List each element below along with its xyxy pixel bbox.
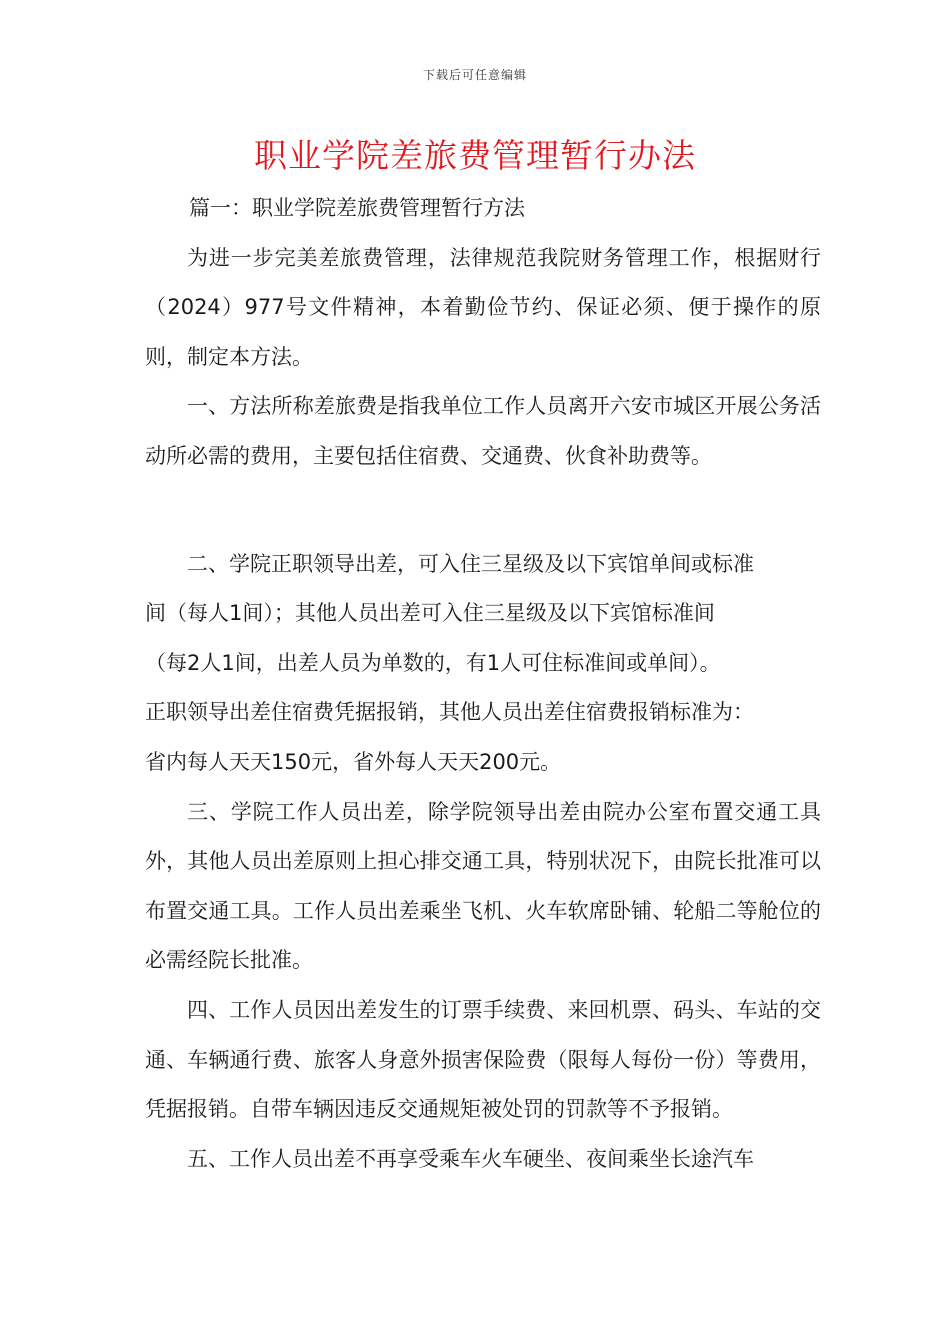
paragraph-section-5: 五、工作人员出差不再享受乘车火车硬坐、夜间乘坐长途汽车 <box>187 1146 754 1171</box>
paragraph-section-1: 一、方法所称差旅费是指我单位工作人员离开六安市城区开展公务活动所必需的费用，主要包括住宿费、交通费、伙食补助费等。 <box>145 394 821 468</box>
paragraph-section-2-line: （每2人1间，出差人员为单数的，有1人可住标准间或单间）。 <box>145 650 721 675</box>
paragraph-section-2-line: 省内每人天天150元，省外每人天天200元。 <box>145 749 562 774</box>
paragraph-gap <box>145 482 821 540</box>
paragraph-section-2-line: 二、学院正职领导出差，可入住三星级及以下宾馆单间或标准 <box>187 551 754 576</box>
paragraph-section-2-line: 正职领导出差住宿费凭据报销，其他人员出差住宿费报销标准为： <box>145 700 754 725</box>
document-subtitle: 篇一：职业学院差旅费管理暂行方法 <box>189 196 525 220</box>
paragraph-section-4: 四、工作人员因出差发生的订票手续费、来回机票、码头、车站的交通、车辆通行费、旅客人身意外损害保险费（限每人每份一份）等费用，凭据报销。自带车辆因违反交通规矩被处罚的罚款等不予报销。 <box>145 997 821 1122</box>
paragraph-section-2 <box>145 540 821 788</box>
document-body <box>145 184 821 1184</box>
paragraph-section-2-line: 间（每人1间）；其他人员出差可入住三星级及以下宾馆标准间 <box>145 601 715 626</box>
paragraph-section-3: 三、学院工作人员出差，除学院领导出差由院办公室布置交通工具外，其他人员出差原则上担心排交通工具，特别状况下，由院长批准可以布置交通工具。工作人员出差乘坐飞机、火车软席卧铺、轮船二等舱位的必需经院长批准。 <box>145 799 821 973</box>
document-title: 职业学院差旅费管理暂行办法 <box>254 136 696 175</box>
header-note: 下载后可任意编辑 <box>422 68 527 82</box>
paragraph-intro: 为进一步完美差旅费管理，法律规范我院财务管理工作，根据财行（2024）977号文件精神，本着勤俭节约、保证必须、便于操作的原则，制定本方法。 <box>145 245 821 369</box>
